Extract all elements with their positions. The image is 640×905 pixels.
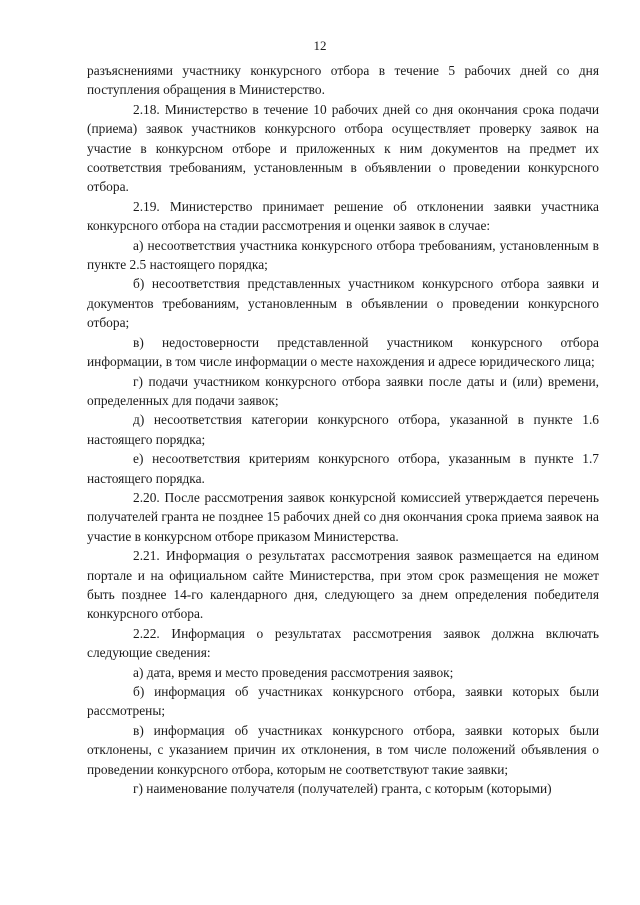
paragraph-2-21: 2.21. Информация о результатах рассмотрения заявок размещается на едином портале и на официальном сайте Министерства, при этом срок размещения не может быть позднее 14-го календарного дня, следующего за днем определения победителя конкурсного отбора. <box>87 548 599 622</box>
paragraph-2-19-b: б) несоответствия представленных участником конкурсного отбора заявки и документов требованиям, установленным в объявлении о проведении конкурсного отбора; <box>87 276 599 331</box>
paragraph-2-20: 2.20. После рассмотрения заявок конкурсной комиссией утверждается перечень получателей гранта не позднее 15 рабочих дней со дня окончания срока приема заявок на участие в конкурсном отборе приказом Министерства. <box>87 489 599 544</box>
paragraph-2-19: 2.19. Министерство принимает решение об отклонении заявки участника конкурсного отбора на стадии рассмотрения и оценки заявок в случае: <box>87 198 599 234</box>
paragraph-2-22-b: б) информация об участниках конкурсного отбора, заявки которых были рассмотрены; <box>87 684 599 719</box>
paragraph-2-19-v: в) недостоверности представленной участником конкурсного отбора информации, в том числе информации о месте нахождения и адресе юридического лица; <box>87 334 599 370</box>
paragraph-2-22: 2.22. Информация о результатах рассмотрения заявок должна включать следующие сведения: <box>87 625 599 661</box>
paragraph-2-19-e: е) несоответствия критериям конкурсного отбора, указанным в пункте 1.7 настоящего порядка. <box>87 451 599 486</box>
document-body <box>87 61 599 798</box>
paragraph-2-19-g: г) подачи участником конкурсного отбора заявки после даты и (или) времени, определенных для подачи заявок; <box>87 373 599 408</box>
page-number: 12 <box>313 38 327 53</box>
paragraph-2-19-d: д) несоответствия категории конкурсного отбора, указанной в пункте 1.6 настоящего порядка; <box>87 412 599 447</box>
paragraph-2-18: 2.18. Министерство в течение 10 рабочих дней со дня окончания срока подачи (приема) заявок участников конкурсного отбора осуществляет проверку заявок на участие в конкурсном отборе и приложенных к ним документов на предмет их соответствия требованиям, установленным в объявлении о проведении конкурсного отбора. <box>87 101 599 195</box>
paragraph-2-22-a: а) дата, время и место проведения рассмотрения заявок; <box>133 664 454 680</box>
paragraph-2-19-a: а) несоответствия участника конкурсного отбора требованиям, установленным в пункте 2.5 настоящего порядка; <box>87 237 599 273</box>
paragraph-continuation: разъяснениями участнику конкурсного отбора в течение 5 рабочих дней со дня поступления обращения в Министерство. <box>87 63 599 98</box>
paragraph-2-22-v: в) информация об участниках конкурсного отбора, заявки которых были отклонены, с указанием причин их отклонения, в том числе положений объявления о проведении конкурсного отбора, которым не соответствуют такие заявки; <box>87 722 599 777</box>
paragraph-2-22-g: г) наименование получателя (получателей) гранта, с которым (которыми) <box>133 781 552 797</box>
